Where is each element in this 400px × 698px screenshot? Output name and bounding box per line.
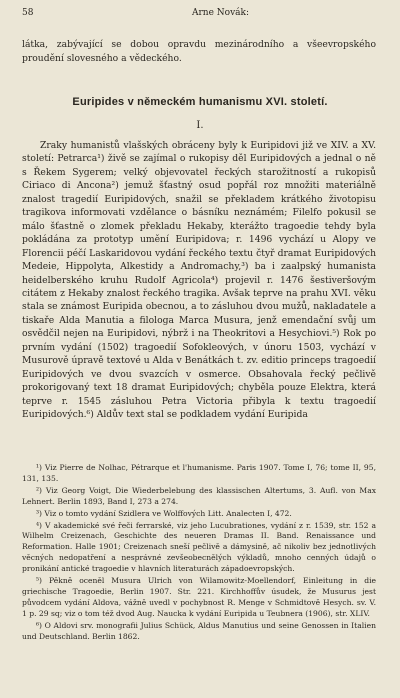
- section-title: Euripides v německém humanismu XVI. století.: [72, 96, 328, 108]
- footnote-1: ¹) Viz Pierre de Nolhac, Pétrarque et l'humanisme. Paris 1907. Tome I, 76; tome II, 95, 131, 135.: [22, 463, 376, 483]
- body-text: [22, 139, 376, 422]
- body-paragraph: Zraky humanistů vlašských obráceny byly k Euripidovi již ve XIV. a XV. století: Petrarca¹) živě se zajímal o rukopisy děl Euripidových a jednal o ně s Řekem Sygerem; velký objevovatel řeckých starožitností a rukopisů Ciriaco di Ancona²) jemuž šťastný osud popřál roz množiti materiálně znalost tragedií Euripidových, snažil se překladem krátkého životopisu tragikova informovati vzdělance o básníku neznámém; Filelfo pokusil se málo šťastně o zlomek překladu Hekaby, kterážto tragoedie tehdy byla pokládána za prototyp umění Euripidova; r. 1496 vychází u Alopy ve Florencii péčí Laskaridovou vydání řeckého textu čtyř dramat Euripidových Medeie, Hippolyta, Alkestidy a Andromachy,³) ba i zaalpský humanista heidelberského kruhu Rudolf Agricola⁴) projevil r. 1476 šestiveršovým citátem z Hekaby znalost řeckého tragika. Avšak teprve na prahu XVI. věku stala se známost Euripida obecnou, a to zásluhou dvou mužů, nakladatele a tiskaře Alda Manutia a filologa Marca Musura, jenž emendační svůj um osvědčil nejen na Euripidovi, nýbrž i na Theokritovi a Hesychiovi.⁵) Rok po prvním vydání (1502) tragoedií Sofokleových, v únoru 1503, vychází v Musurově úpravě textové u Alda v Benátkách t. zv. editio princeps tragoedií Euripidových ve dvou svazcích v osmerce. Obsahovala řecký pečlivě prokorigovaný text 18 dramat Euripidových; chyběla pouze Elektra, která teprve r. 1545 zásluhou Petra Victoria přibyla k textu tragoedií Euripidových.⁶) Aldův text stal se podkladem vydání Euripida: [22, 140, 376, 421]
- intro-paragraph: [22, 38, 376, 65]
- footnote-3: ³) Viz o tomto vydání Szidlera ve Wolffových Litt. Analecten I, 472.: [36, 508, 292, 518]
- section-number: I.: [196, 120, 204, 131]
- intro-text: látka, zabývající se dobou opravdu mezinárodního a všeevropského proudění slovesného a vědeckého.: [22, 39, 376, 64]
- footnotes: [22, 463, 376, 644]
- page-header: [22, 8, 378, 22]
- page-number: 58: [22, 8, 34, 18]
- footnote-2: ²) Viz Georg Voigt, Die Wiederbelebung des klassischen Altertums, 3. Aufl. von Max Lehnert. Berlin 1893, Band I, 273 a 274.: [22, 485, 376, 506]
- footnote-6: ⁶) O Aldovi srv. monografii Julius Schück, Aldus Manutius und seine Genossen in Italien und Deutschland. Berlin 1862.: [22, 620, 376, 641]
- running-head: Arne Novák:: [192, 8, 250, 18]
- footnote-4: ⁴) V akademické své řeči ferrarské, viz jeho Lucubrationes, vydání z r. 1539, str. 152 a Wilhelm Creizenach, Geschichte des neueren Dramas II. Band. Renaissance und Reformation. Halle 1901; Creizenach sneší pečlivě a dámysině, ač nikoliv bez jednotlivých věcných nedopatření a nesprávné zevšeobecnělých výkladů, mnoho cenných údajů o pronikání antické tragoedie v hlavních literaturách západoevropských.: [22, 520, 376, 574]
- footnote-5: ⁵) Pěkně oceněl Musura Ulrich von Wilamowitz-Moellendorf, Einleitung in die griechische Tragoedie, Berlin 1907. Str. 221. Kirchhoffův úsudek, že Musurus jest původcem vydání Aldova, vážně uvedl v pochybnost R. Menge v Schmidtově Hesych. sv. V. 1 p. 29 sq; viz o tom též dvod Aug. Naucka k vydání Euripida u Teubnera (1906), str. XLIV.: [22, 576, 376, 618]
